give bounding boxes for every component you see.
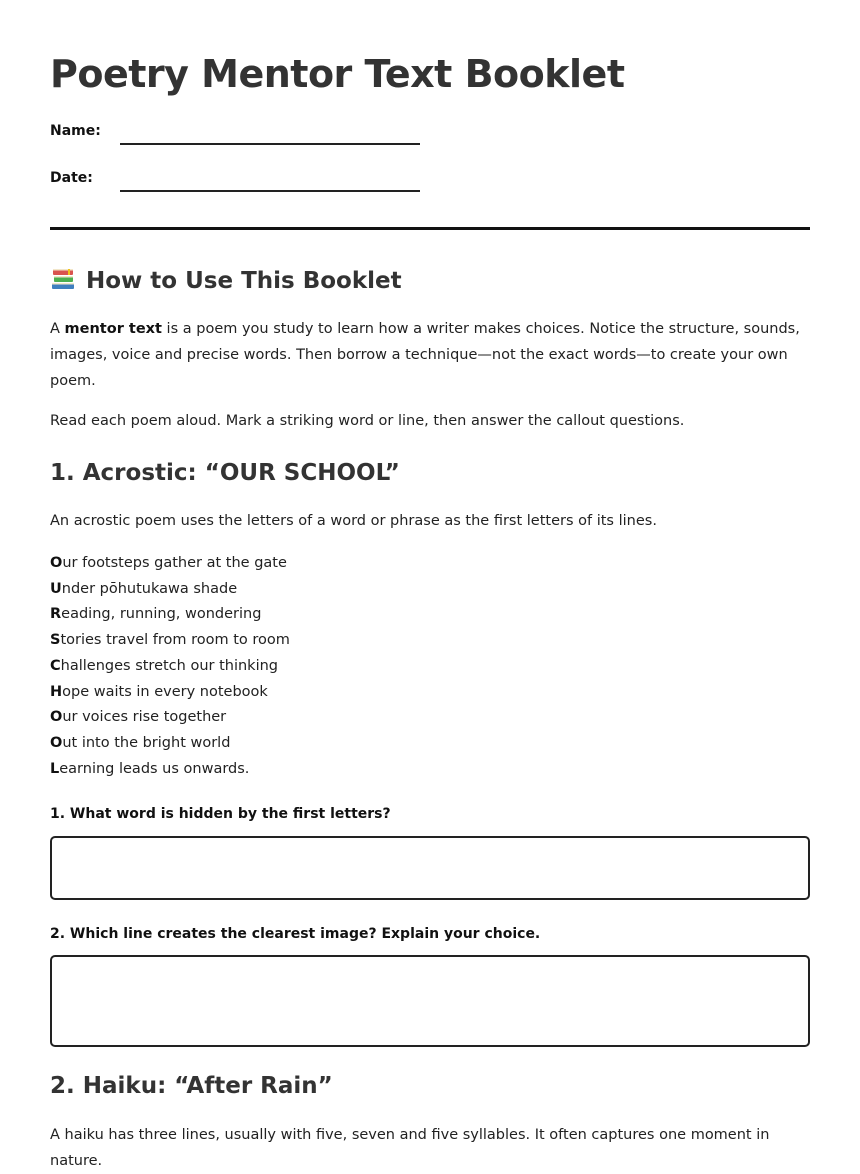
intro-paragraph-1	[50, 316, 810, 394]
poem-line: Learning leads us onwards.	[50, 760, 250, 777]
poem-line: Challenges stretch our thinking	[50, 657, 278, 674]
intro-p1-bold: mentor text	[64, 321, 162, 337]
header-divider	[50, 227, 810, 230]
intro-heading	[50, 265, 402, 296]
poem-line: Our footsteps gather at the gate	[50, 555, 287, 571]
poem-line: Stories travel from room to room	[50, 632, 290, 649]
question-1: 1. What word is hidden by the first letters?	[50, 806, 391, 822]
intro-p1-rest: is a poem you study to learn how a writer makes choices. Notice the structure, sounds, images, voice and precise words. Then borrow a technique—not the exact words—to create your own poem.	[50, 321, 800, 389]
section2-description: A haiku has three lines, usually with five, seven and five syllables. It often captures one moment in nature.	[50, 1127, 770, 1169]
section1-description: An acrostic poem uses the letters of a word or phrase as the first letters of its lines.	[50, 513, 657, 529]
poem-line: Our voices rise together	[50, 709, 227, 726]
acrostic-poem	[50, 551, 290, 782]
intro-p1-start: A	[50, 321, 65, 337]
intro-heading-text: How to Use This Booklet	[86, 268, 402, 294]
date-label: Date:	[50, 170, 93, 186]
poem-line: Under pōhutukawa shade	[50, 580, 238, 597]
date-field[interactable]	[120, 190, 420, 192]
poem-line: Hope waits in every notebook	[50, 683, 268, 700]
books-icon	[50, 265, 76, 291]
question-2: 2. Which line creates the clearest image? Explain your choice.	[50, 926, 541, 942]
intro-paragraph-2: Read each poem aloud. Mark a striking word or line, then answer the callout questions.	[50, 413, 685, 429]
page-title: Poetry Mentor Text Booklet	[50, 52, 625, 96]
answer-box-1[interactable]	[50, 836, 810, 900]
name-label: Name:	[50, 123, 101, 139]
answer-box-2[interactable]	[50, 955, 810, 1047]
section2-heading: 2. Haiku: “After Rain”	[50, 1073, 333, 1099]
section1-heading: 1. Acrostic: “OUR SCHOOL”	[50, 460, 400, 486]
poem-line: Out into the bright world	[50, 734, 231, 751]
poem-line: Reading, running, wondering	[50, 606, 262, 623]
name-field[interactable]	[120, 143, 420, 145]
